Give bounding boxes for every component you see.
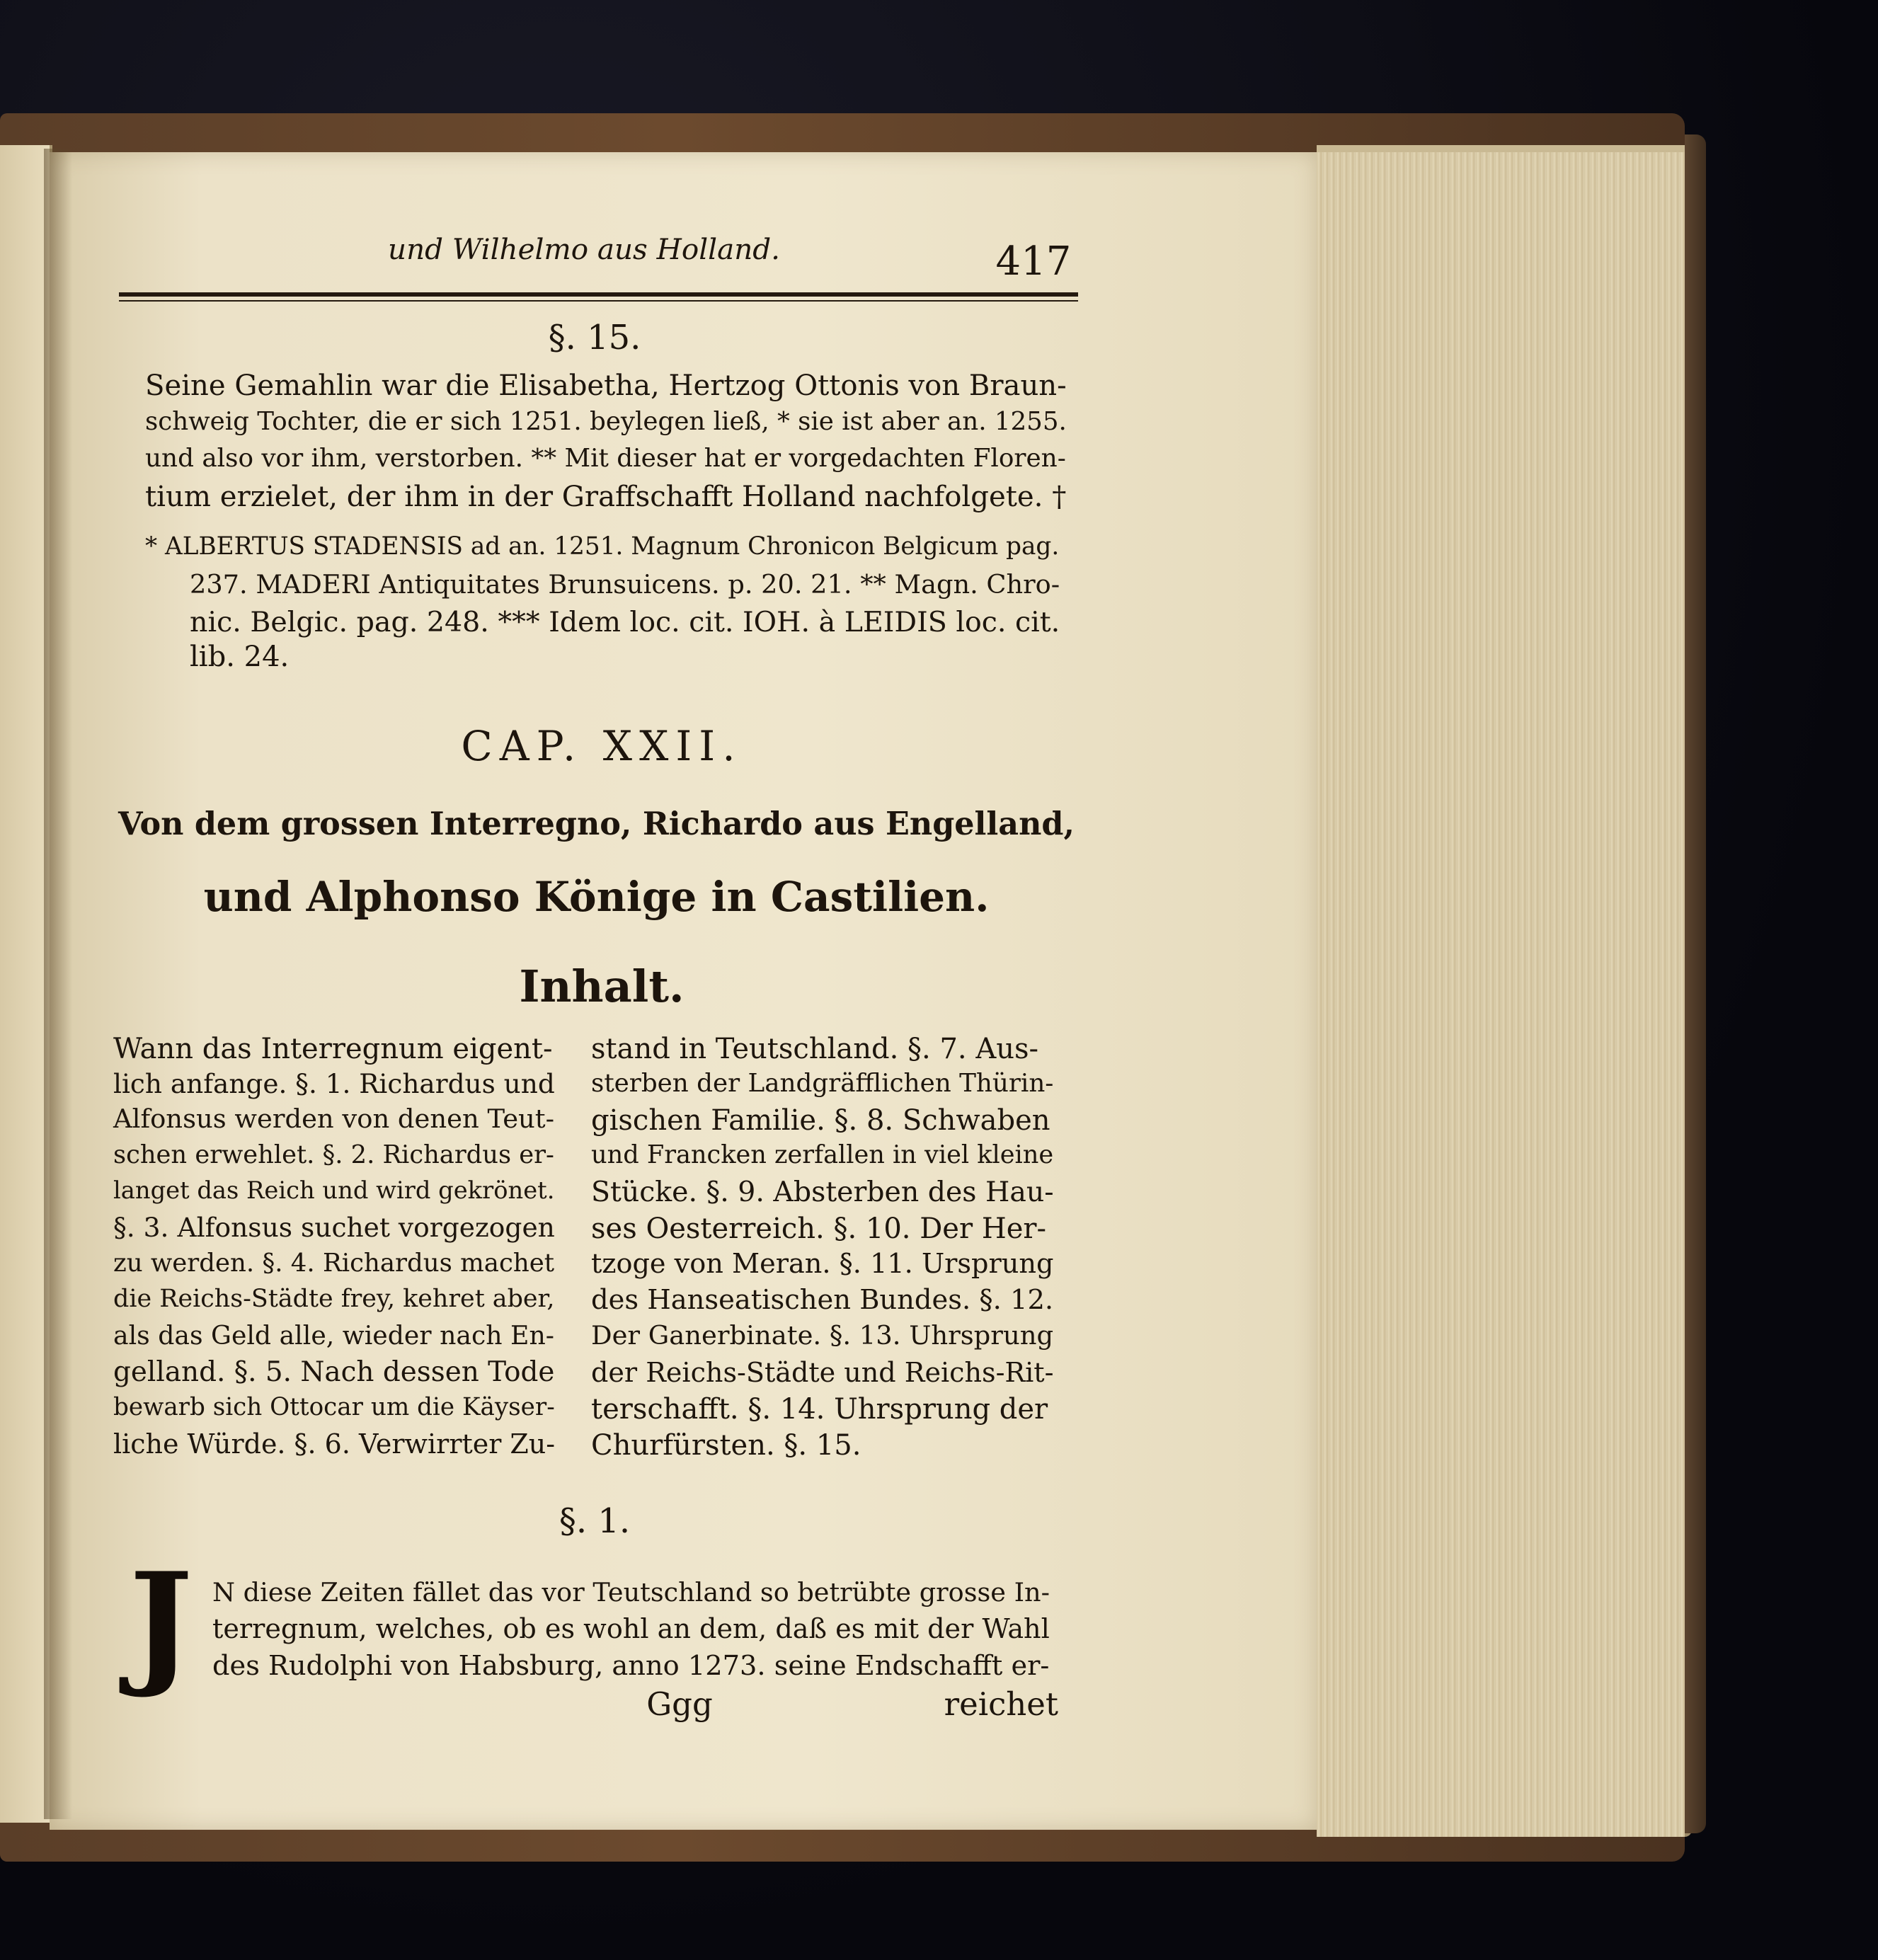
chapter-title-line: Von dem grossen Interregno, Richardo aus Engelland, <box>118 806 1075 842</box>
summary-left-line: liche Würde. §. 6. Verwirrter Zu- <box>113 1428 556 1460</box>
footnote-line: * ALBERTUS STADENSIS ad an. 1251. Magnum Chronicon Belgicum pag. <box>145 532 1060 561</box>
summary-right-line: Churfürsten. §. 15. <box>591 1429 861 1462</box>
summary-right-line: Stücke. §. 9. Absterben des Hau- <box>591 1176 1054 1208</box>
summary-right-line: stand in Teutschland. §. 7. Aus- <box>591 1033 1039 1065</box>
summary-left-line: als das Geld alle, wieder nach En- <box>113 1320 554 1351</box>
summary-right-line: ses Oesterreich. §. 10. Der Her- <box>591 1213 1047 1245</box>
summary-right-line: und Francken zerfallen in viel kleine <box>591 1140 1054 1169</box>
footnote-line: lib. 24. <box>190 641 290 673</box>
summary-left-line: Wann das Interregnum eigent- <box>113 1033 553 1065</box>
summary-right-line: terschafft. §. 14. Uhrsprung der <box>591 1393 1048 1426</box>
summary-heading: Inhalt. <box>519 961 685 1012</box>
summary-right-line: sterben der Landgräfflichen Thürin- <box>591 1069 1054 1098</box>
summary-left-line: §. 3. Alfonsus suchet vorgezogen <box>113 1212 555 1243</box>
header-rule <box>119 292 1078 297</box>
section-15-line: und also vor ihm, verstorben. ** Mit dieser hat er vorgedachten Floren- <box>145 444 1066 473</box>
cover-edge <box>1685 134 1706 1833</box>
drop-cap-initial: J <box>129 1543 193 1701</box>
catchword: reichet <box>944 1685 1058 1723</box>
summary-left-line: die Reichs-Städte frey, kehret aber, <box>113 1285 555 1313</box>
summary-left-line: gelland. §. 5. Nach dessen Tode <box>113 1356 555 1388</box>
summary-right-line: Der Ganerbinate. §. 13. Uhrsprung <box>591 1320 1054 1351</box>
summary-right-line: des Hanseatischen Bundes. §. 12. <box>591 1284 1054 1316</box>
summary-left-line: Alfonsus werden von denen Teut- <box>113 1104 555 1134</box>
running-head: und Wilhelmo aus Holland. <box>388 232 780 266</box>
signature-mark: Ggg <box>646 1685 713 1723</box>
section-15-line: Seine Gemahlin war die Elisabetha, Hertzog Ottonis von Braun- <box>145 369 1067 402</box>
summary-left-line: zu werden. §. 4. Richardus machet <box>113 1249 555 1278</box>
page-block-edge <box>1317 152 1692 1837</box>
section-1-line: terregnum, welches, ob es wohl an dem, daß es mit der Wahl <box>212 1613 1050 1644</box>
section-15-heading: §. 15. <box>548 318 641 357</box>
gutter-shadow <box>44 149 72 1819</box>
summary-right-line: gischen Familie. §. 8. Schwaben <box>591 1104 1050 1137</box>
summary-left-line: schen erwehlet. §. 2. Richardus er- <box>113 1140 554 1169</box>
footnote-line: nic. Belgic. pag. 248. *** Idem loc. cit. IOH. à LEIDIS loc. cit. <box>190 606 1060 638</box>
summary-left-line: lich anfange. §. 1. Richardus und <box>113 1068 555 1099</box>
summary-right-line: der Reichs-Städte und Reichs-Rit- <box>591 1357 1054 1388</box>
page-number: 417 <box>995 239 1072 285</box>
summary-right-line: tzoge von Meran. §. 11. Ursprung <box>591 1249 1054 1280</box>
section-15-line: tium erzielet, der ihm in der Graffschafft Holland nachfolgete. † <box>145 481 1067 513</box>
chapter-number: CAP. XXII. <box>461 722 743 770</box>
header-rule-thin <box>119 300 1078 302</box>
chapter-title-line: und Alphonso Könige in Castilien. <box>203 873 990 921</box>
section-1-heading: §. 1. <box>559 1501 631 1541</box>
summary-left-line: bewarb sich Ottocar um die Käyser- <box>113 1393 555 1421</box>
section-1-line: des Rudolphi von Habsburg, anno 1273. seine Endschafft er- <box>212 1650 1050 1682</box>
section-15-line: schweig Tochter, die er sich 1251. beylegen ließ, * sie ist aber an. 1255. <box>145 407 1067 436</box>
section-1-line: N diese Zeiten fället das vor Teutschland so betrübte grosse In- <box>212 1577 1050 1607</box>
summary-left-line: langet das Reich und wird gekrönet. <box>113 1176 555 1204</box>
footnote-line: 237. MADERI Antiquitates Brunsuicens. p. 20. 21. ** Magn. Chro- <box>190 569 1060 600</box>
